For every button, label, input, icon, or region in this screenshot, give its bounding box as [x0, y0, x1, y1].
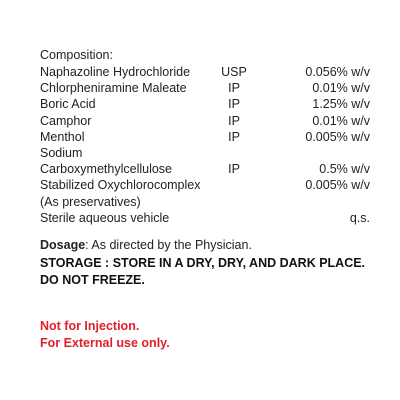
ingredient-name: Naphazoline Hydrochloride	[40, 65, 191, 79]
dosage-line	[40, 237, 252, 253]
ingredient-name: Boric Acid	[40, 97, 96, 112]
ingredient-name: Chlorpheniramine Maleate	[40, 81, 187, 96]
warning-notices	[40, 318, 170, 351]
ingredient-name: Carboxymethylcellulose	[40, 162, 173, 177]
ingredient-amount: 1.25% w/v	[312, 97, 370, 112]
ingredient-name: Stabilized Oxychlorocomplex	[40, 178, 201, 193]
ingredient-name: Sodium	[40, 145, 83, 160]
ingredient-amount: 0.005% w/v	[305, 129, 370, 144]
ingredient-standard: IP	[228, 162, 240, 177]
storage-line-2: DO NOT FREEZE.	[40, 273, 145, 287]
storage-line-1: STORAGE : STORE IN A DRY, DRY, AND DARK PLACE.	[40, 256, 366, 270]
ingredient-name: Menthol	[40, 129, 85, 144]
ingredient-standard: IP	[228, 81, 240, 96]
composition-row	[40, 113, 370, 129]
composition-heading: Composition:	[40, 48, 113, 62]
ingredient-amount: 0.01% w/v	[312, 81, 370, 96]
ingredient-standard: IP	[228, 113, 240, 128]
ingredient-amount: 0.01% w/v	[312, 113, 370, 128]
storage-instructions	[40, 255, 380, 289]
composition-row	[40, 145, 370, 161]
composition-row	[40, 129, 370, 145]
dosage-text: : As directed by the Physician.	[85, 238, 252, 252]
warning-not-for-injection: Not for Injection.	[40, 319, 140, 333]
warning-external-use: For External use only.	[40, 335, 170, 350]
composition-row	[40, 177, 370, 193]
composition-table	[40, 64, 370, 226]
composition-row	[40, 64, 370, 80]
composition-row	[40, 194, 370, 210]
composition-section	[40, 46, 370, 226]
composition-row	[40, 80, 370, 96]
ingredient-amount: 0.5% w/v	[319, 162, 370, 177]
ingredient-amount: 0.056% w/v	[305, 65, 370, 79]
dosage-label: Dosage	[40, 238, 86, 252]
ingredient-standard: IP	[228, 97, 240, 112]
ingredient-amount: 0.005% w/v	[305, 178, 370, 193]
composition-row	[40, 210, 370, 226]
composition-row	[40, 161, 370, 177]
ingredient-standard: USP	[221, 65, 247, 79]
ingredient-amount: q.s.	[349, 210, 370, 225]
ingredient-name: Camphor	[40, 113, 92, 128]
ingredient-name: (As preservatives)	[40, 194, 141, 209]
ingredient-standard: IP	[228, 129, 240, 144]
composition-row	[40, 96, 370, 112]
ingredient-name: Sterile aqueous vehicle	[40, 210, 170, 225]
